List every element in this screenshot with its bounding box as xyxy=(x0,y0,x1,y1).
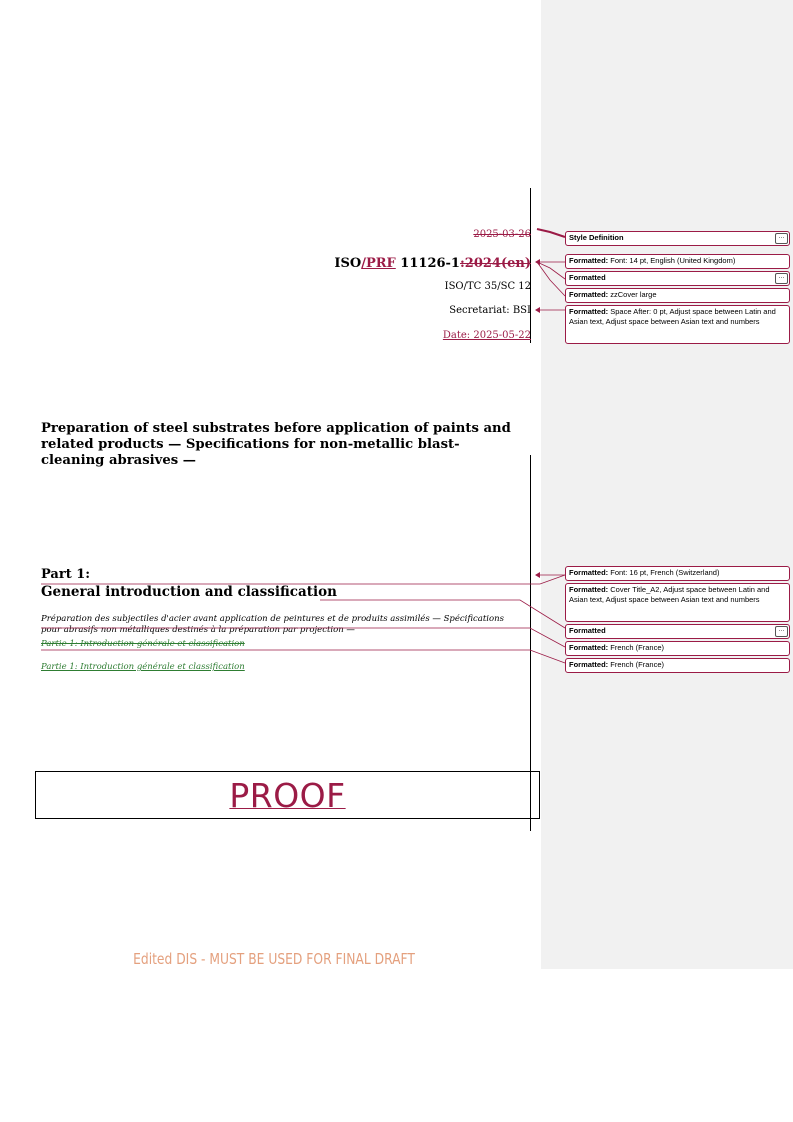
document-title: Preparation of steel substrates before application of paints and related products — Specifications for non-metallic blast-cleaning abrasives — xyxy=(41,421,511,468)
comment-balloon-formatted-2[interactable]: Formatted … xyxy=(565,624,790,639)
comment-balloon-formatted[interactable]: Formatted … xyxy=(565,271,790,286)
comment-balloon-french-2[interactable]: Formatted: French (France) xyxy=(565,658,790,673)
french-part-deleted: Partie 1: Introduction générale et classification xyxy=(41,639,245,649)
committee: ISO/TC 35/SC 12 xyxy=(444,281,531,292)
proof-label: PROOF xyxy=(229,776,346,815)
more-options-icon[interactable]: … xyxy=(775,233,788,244)
comment-balloon-cover-title[interactable]: Formatted: Cover Title_A2, Adjust space between Latin and Asian text, Adjust space between Asian text and numbers xyxy=(565,583,790,622)
comment-balloon-font[interactable]: Formatted: Font: 14 pt, English (United Kingdom) xyxy=(565,254,790,269)
more-options-icon[interactable]: … xyxy=(775,626,788,637)
french-part-inserted: Partie 1: Introduction générale et classification xyxy=(41,662,245,672)
comment-balloon-font-french[interactable]: Formatted: Font: 16 pt, French (Switzerland) xyxy=(565,566,790,581)
old-date: 2025-03-26 xyxy=(473,229,531,240)
new-date: Date: 2025-05-22 xyxy=(442,330,531,341)
french-title: Préparation des subjectiles d'acier avant application de peintures et de produits assimilés — Spécifications pour abrasifs non métalliques destinés à la préparation par projection — xyxy=(41,614,504,635)
secretariat: Secretariat: BSI xyxy=(449,305,531,316)
comment-balloon-spacing[interactable]: Formatted: Space After: 0 pt, Adjust space between Latin and Asian text, Adjust space between Asian text and numbers xyxy=(565,305,790,344)
comment-balloon-cover-style[interactable]: Formatted: zzCover large xyxy=(565,288,790,303)
comment-balloon-french-1[interactable]: Formatted: French (France) xyxy=(565,641,790,656)
watermark: Edited DIS - MUST BE USED FOR FINAL DRAFT xyxy=(133,950,415,968)
more-options-icon[interactable]: … xyxy=(775,273,788,284)
part-title: General introduction and classification xyxy=(41,584,337,600)
iso-reference: ISO/PRF 11126-1:2024(en) xyxy=(334,256,531,271)
part-label: Part 1: xyxy=(41,567,91,582)
comment-balloon-style-definition[interactable]: Style Definition … xyxy=(565,231,790,246)
